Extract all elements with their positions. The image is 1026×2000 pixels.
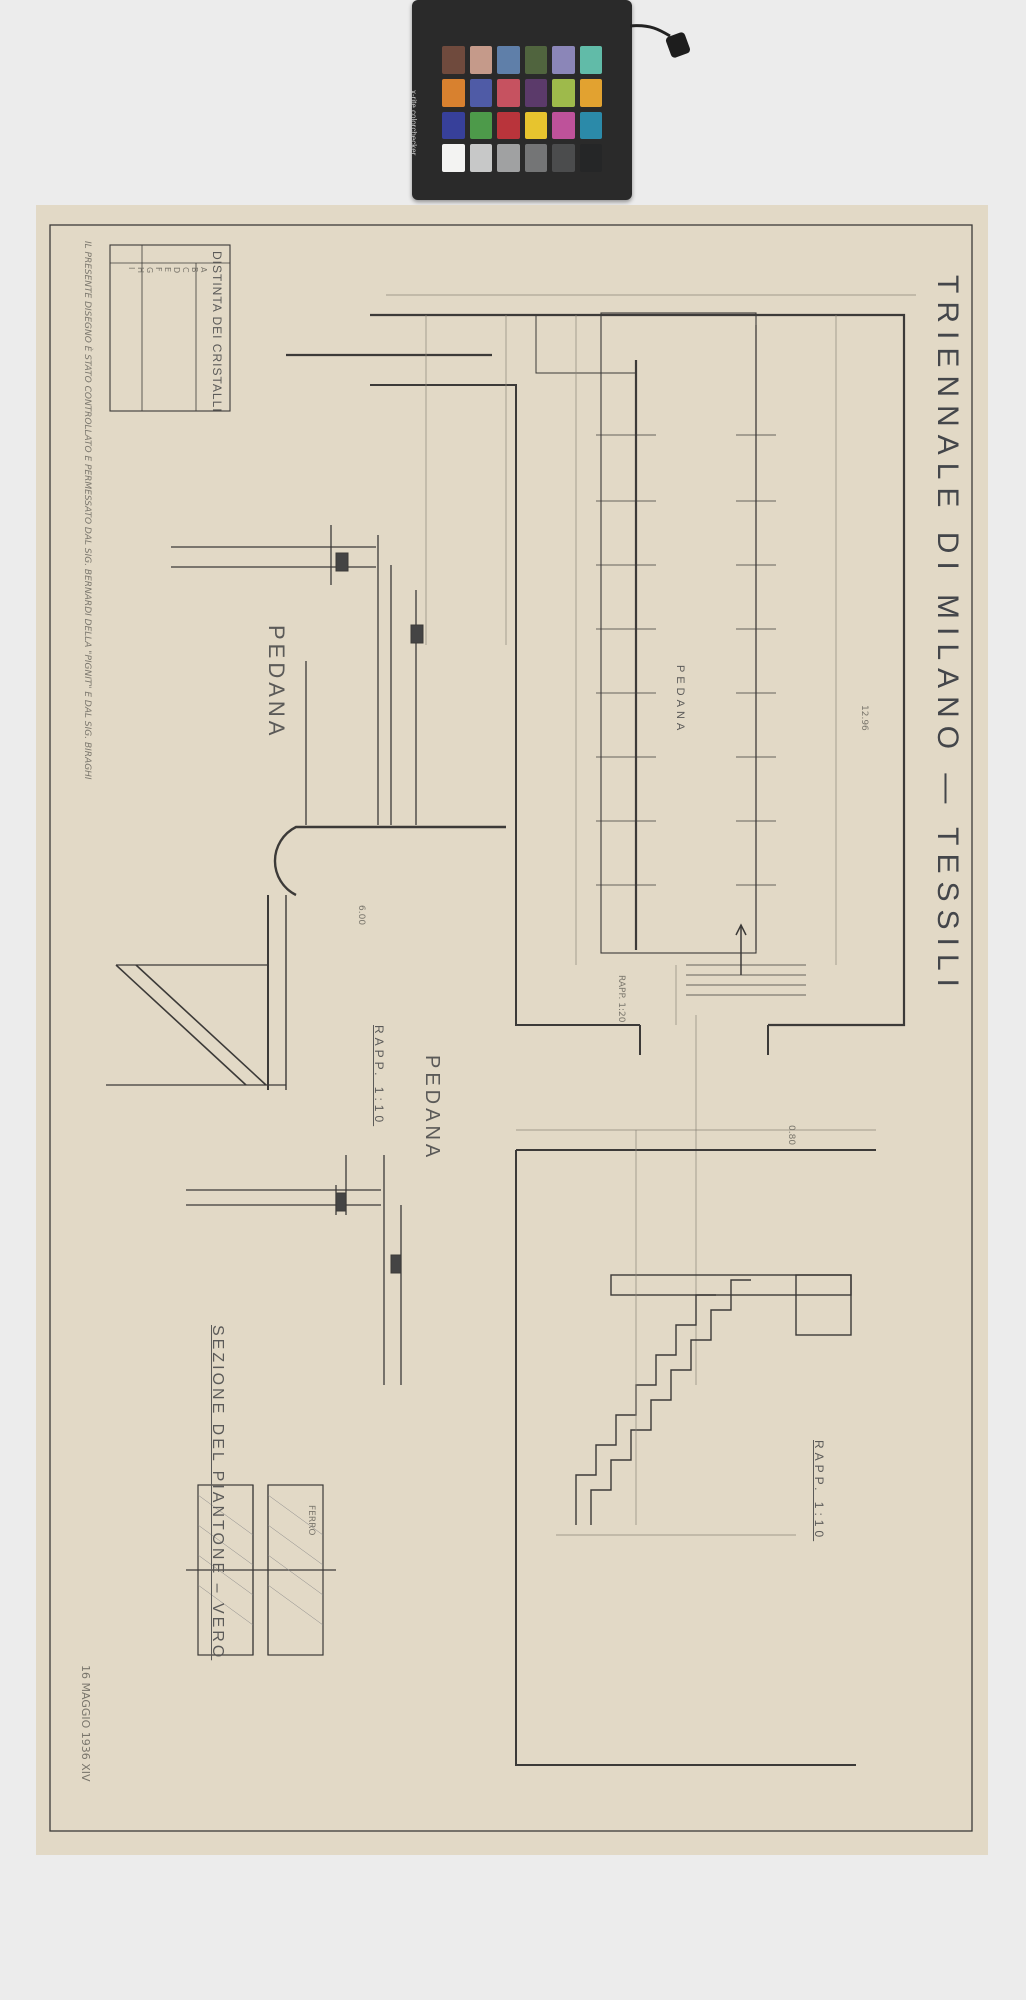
color-swatch xyxy=(497,144,520,172)
pedana-plan-label: PEDANA xyxy=(674,665,686,735)
color-swatch xyxy=(525,79,548,107)
color-swatch xyxy=(525,112,548,140)
overall-dimension: 12.96 xyxy=(859,705,869,731)
color-swatch xyxy=(552,46,575,74)
color-swatch xyxy=(497,46,520,74)
color-swatch xyxy=(580,79,603,107)
sezione-label: SEZIONE DEL PIANTONE – VERO xyxy=(209,1325,226,1661)
bom-row-letter: G xyxy=(145,267,154,274)
color-swatch xyxy=(552,79,575,107)
color-swatch xyxy=(580,46,603,74)
pedana-mid-label: PEDANA xyxy=(421,1055,443,1162)
scale-label-a: RAPP. 1:10 xyxy=(372,1025,386,1127)
color-swatch xyxy=(580,112,603,140)
checker-brand-label: x-rite colorchecker xyxy=(409,90,418,156)
bom-row-letter: H xyxy=(136,267,145,274)
color-swatch-grid xyxy=(442,46,602,172)
color-swatch xyxy=(470,144,493,172)
dimension-600: 6.00 xyxy=(356,905,366,926)
bom-row-letter: F xyxy=(154,267,163,272)
color-swatch xyxy=(470,46,493,74)
bom-row-letter: B xyxy=(190,267,199,273)
date-label: 16 MAGGIO 1936 XIV xyxy=(79,1665,92,1782)
pedana-top-label: PEDANA xyxy=(264,625,289,740)
color-swatch xyxy=(470,79,493,107)
color-swatch xyxy=(442,112,465,140)
color-swatch xyxy=(470,112,493,140)
blueprint-drawing xyxy=(36,205,988,1855)
color-swatch xyxy=(580,144,603,172)
color-swatch xyxy=(497,112,520,140)
color-swatch xyxy=(497,79,520,107)
bom-row-letter: A xyxy=(199,267,208,273)
cable-icon xyxy=(630,16,700,66)
bom-row-letter: E xyxy=(163,267,172,273)
color-swatch xyxy=(442,144,465,172)
drawing-sheet xyxy=(36,205,988,1855)
bom-title: DISTINTA DEI CRISTALLI xyxy=(210,251,224,413)
bom-row-letter: D xyxy=(172,267,181,274)
scale-label-c: RAPP. 1:20 xyxy=(616,975,626,1023)
color-checker-card xyxy=(409,0,632,200)
bom-row-letter: I xyxy=(127,267,136,270)
bom-row-letter: C xyxy=(181,267,190,273)
color-swatch xyxy=(552,144,575,172)
color-swatch xyxy=(525,46,548,74)
color-swatch xyxy=(525,144,548,172)
ferro-label: FERRO xyxy=(306,1505,316,1536)
color-swatch xyxy=(442,79,465,107)
color-swatch xyxy=(442,46,465,74)
drawing-title: TRIENNALE DI MILANO — TESSILI xyxy=(931,275,964,995)
approval-note: IL PRESENTE DISEGNO È STATO CONTROLLATO E PERMESSATO DAL SIG. BERNARDI DELLA "PIGNIT" E DAL SIG. BIRAGHI xyxy=(82,241,92,780)
scale-label-b: RAPP. 1:10 xyxy=(812,1440,826,1542)
dimension-080: 0.80 xyxy=(786,1125,796,1146)
color-swatch xyxy=(552,112,575,140)
